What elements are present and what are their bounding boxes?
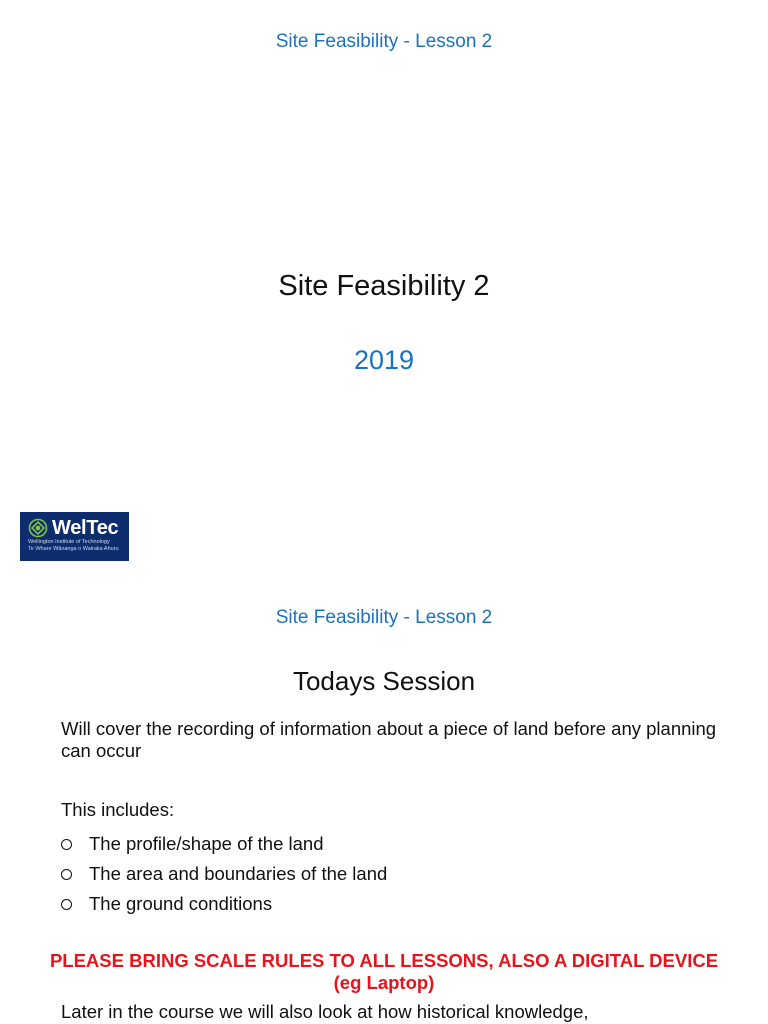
slide-header: Site Feasibility - Lesson 2 (275, 31, 493, 52)
hollow-circle-bullet-icon (61, 839, 72, 850)
intro-paragraph: Will cover the recording of information about a piece of land before any planning can occur (61, 718, 717, 761)
logo-subtitle-1: Wellington Institute of Technology (28, 539, 110, 545)
list-item-text: The ground conditions (89, 893, 273, 914)
slide-title-text: Site Feasibility 2 (278, 270, 490, 302)
list-item-text: The profile/shape of the land (89, 833, 324, 854)
weltec-emblem-icon (28, 518, 48, 538)
list-item-text: The area and boundaries of the land (89, 863, 388, 884)
later-paragraph: Later in the course we will also look at how historical knowledge, (61, 1001, 589, 1022)
weltec-logo (20, 512, 129, 561)
includes-list (61, 829, 387, 919)
list-item (61, 859, 387, 889)
session-title: Todays Session (292, 666, 476, 696)
list-item (61, 829, 387, 859)
logo-subtitle-2: Te Whare Wānanga o Wairaka Ahuru (28, 545, 119, 552)
logo-name: WelTec (52, 517, 119, 539)
hollow-circle-bullet-icon (61, 869, 72, 880)
slide-session (0, 576, 768, 1024)
slide-year: 2019 (353, 345, 415, 375)
warning-notice: PLEASE BRING SCALE RULES TO ALL LESSONS, ALSO A DIGITAL DEVICE (eg Laptop) (49, 950, 719, 993)
list-item (61, 889, 387, 919)
includes-label: This includes: (61, 799, 175, 820)
hollow-circle-bullet-icon (61, 899, 72, 910)
slide-header: Site Feasibility - Lesson 2 (275, 607, 493, 628)
